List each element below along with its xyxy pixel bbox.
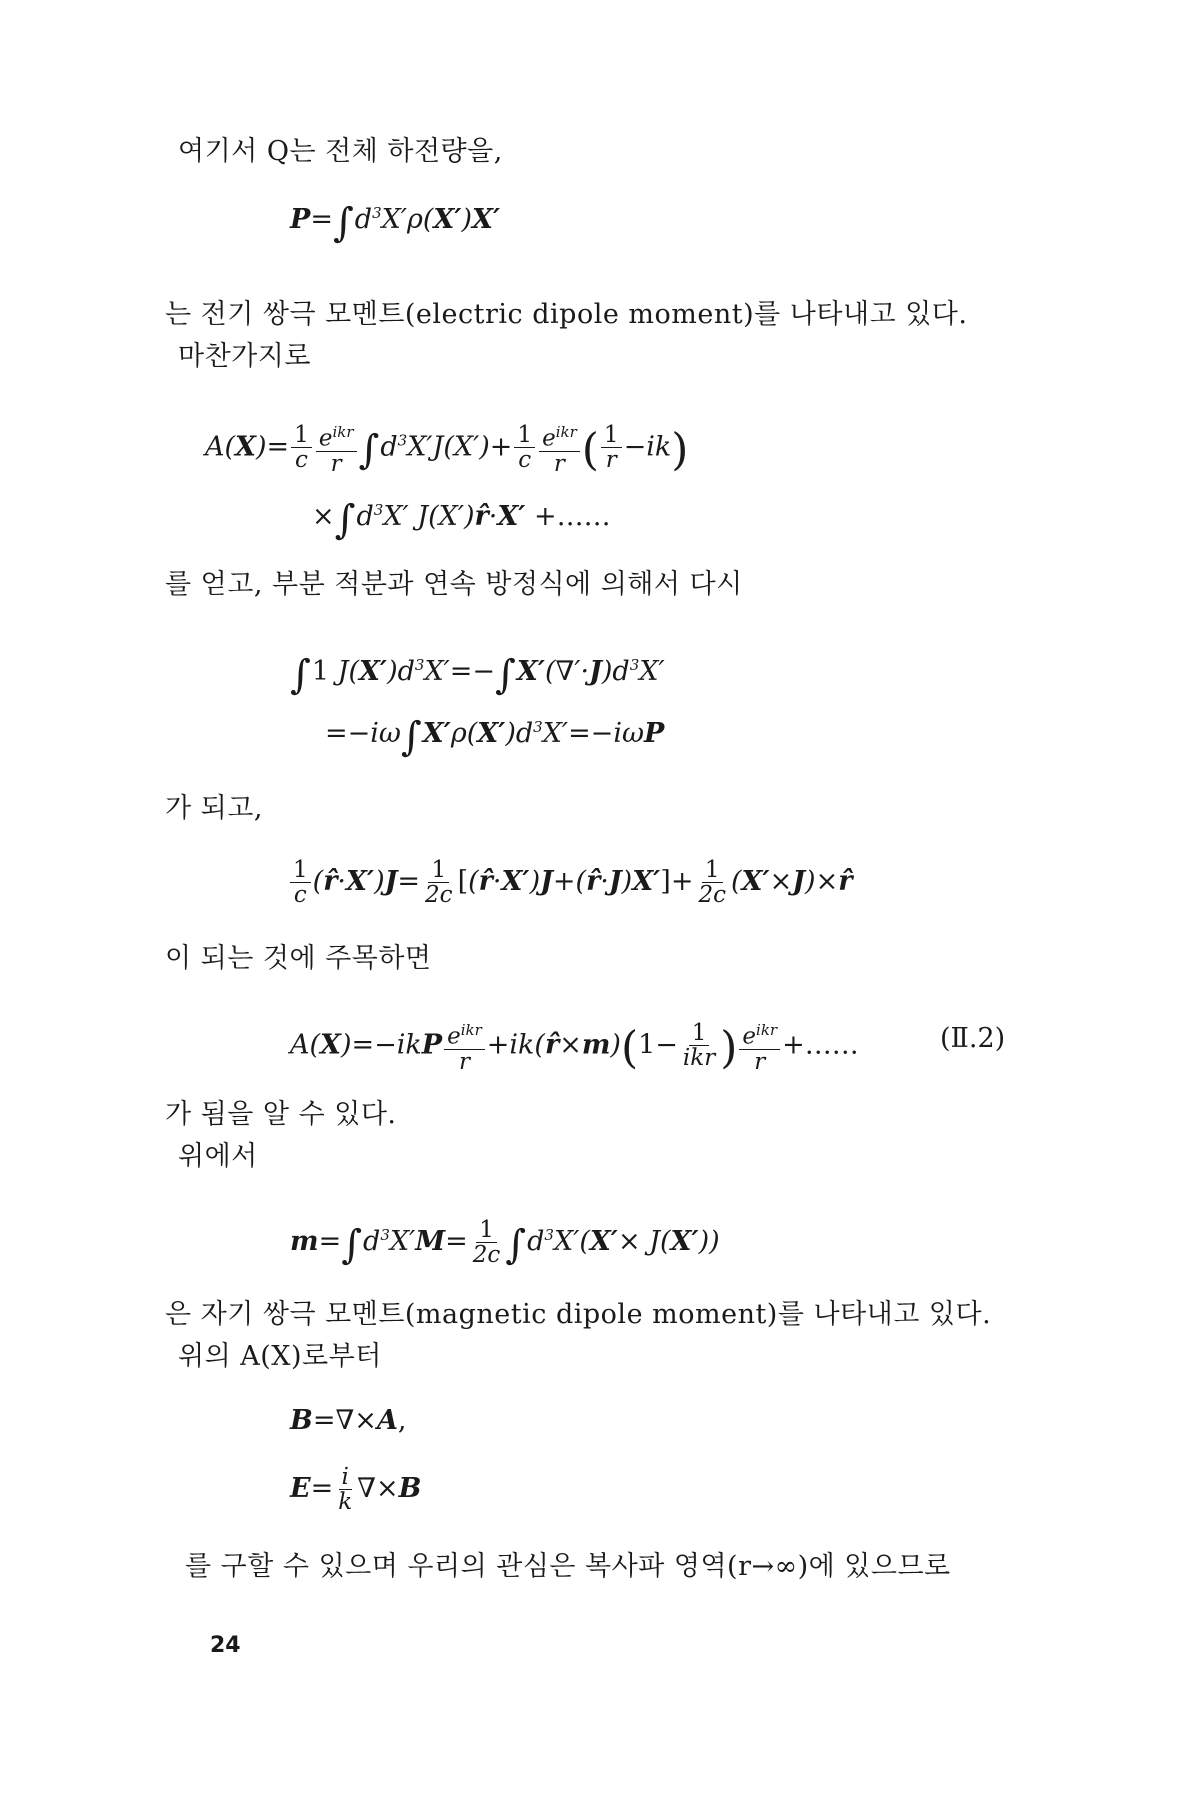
text-line-11: 를 구할 수 있으며 우리의 관심은 복사파 영역(r→∞)에 있으므로 bbox=[185, 1551, 951, 1582]
text-line-5: 가 되고, bbox=[165, 793, 263, 824]
text-line-7: 가 됨을 알 수 있다. bbox=[165, 1099, 397, 1130]
equation-II-2: A(X)=−ikP $\frac{e^{ikr}}{r}$ +ik(r̂×m)(1− $\frac{1}{\text{ikr}}$ ) $\frac{e^{ikr}}{r}$ +…… bbox=[290, 1018, 859, 1074]
text-line-4: 를 얻고, 부분 적분과 연속 방정식에 의해서 다시 bbox=[165, 569, 743, 600]
text-line-10: 위의 A(X)로부터 bbox=[178, 1341, 382, 1372]
equation-integration-2: $=-i\omega\int X'\rho(X')d^3X'=-i\omega P$ bbox=[325, 714, 665, 760]
equation-E-field: E= $\frac{i}{k}$ ∇×B bbox=[290, 1464, 422, 1515]
equation-vector-potential-1: A(X)= $\frac{1}{c}$ $\frac{e^{ikr}}{r}$ $\int d^3X'J(X')+$ $\frac{1}{c}$ $\frac{e^{ikr}}{r}$ ( $\frac{1}{r}$ −ik) bbox=[205, 420, 688, 476]
text-line-8: 위에서 bbox=[178, 1141, 258, 1172]
equation-integration-1: ∫1 $J(X')d^3X'=-\int X'(\nabla'\cdot J)d^3X'$ bbox=[290, 652, 665, 698]
equation-identity: $\frac{1}{c}$ (r̂·X′)J= $\frac{1}{2c}$ [(r̂·X′)J+(r̂·J)X′]+ $\frac{1}{2c}$ (X′×J)×r̂ bbox=[288, 858, 852, 907]
equation-number: (Ⅱ.2) bbox=[940, 1023, 1006, 1054]
equation-magnetic-moment: $m=\int d^3X'M=$ $\frac{1}{2c}$ $\int d^3X'(X'\times J(X'))$ bbox=[290, 1217, 720, 1268]
text-line-3: 마찬가지로 bbox=[178, 341, 311, 372]
text-line-1: 여기서 Q는 전체 하전량을, bbox=[178, 136, 503, 167]
equation-B-field: B=∇×A, bbox=[290, 1405, 407, 1436]
page-number: 24 bbox=[210, 1633, 241, 1658]
text-line-9: 은 자기 쌍극 모멘트(magnetic dipole moment)를 나타내고 있다. bbox=[165, 1299, 992, 1330]
text-line-6: 이 되는 것에 주목하면 bbox=[165, 943, 432, 974]
equation-vector-potential-2: $\times\int d^3X'$ J(X′)r̂·X′ +…… bbox=[312, 497, 611, 543]
equation-dipole-moment: $P=\int d^3X'\rho(X')X'$ bbox=[290, 200, 501, 246]
text-line-2: 는 전기 쌍극 모멘트(electric dipole moment)를 나타내고 있다. bbox=[165, 299, 968, 330]
